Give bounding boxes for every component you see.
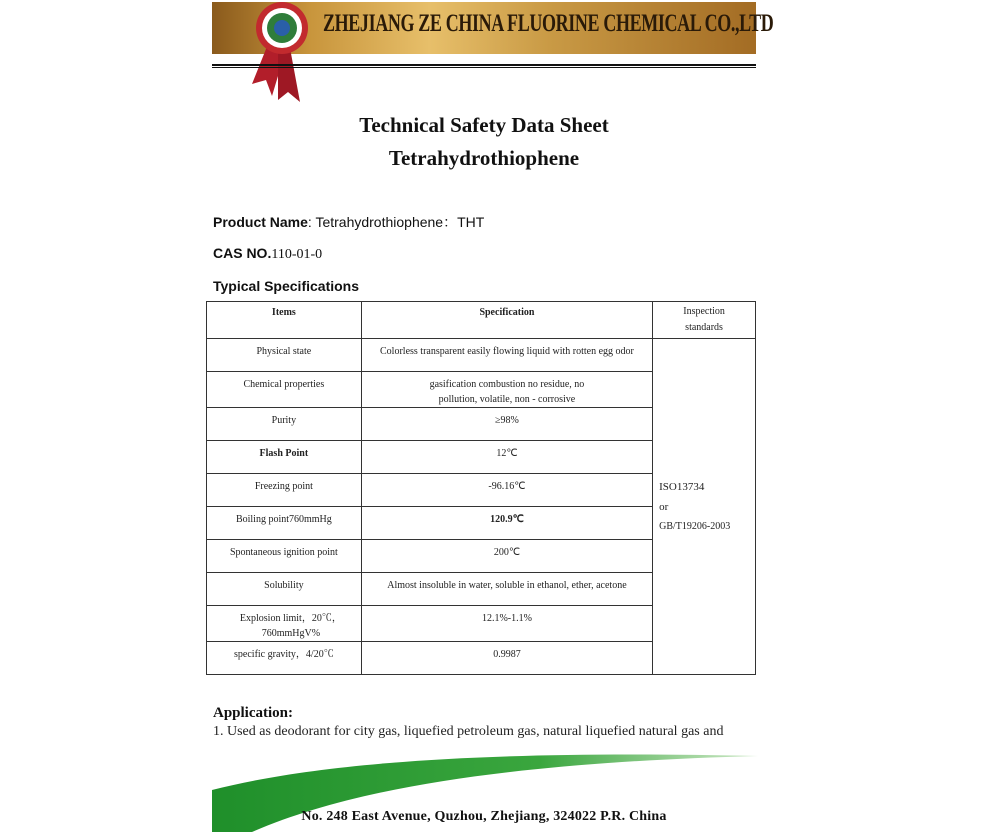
spec-cell: 200℃	[361, 540, 652, 573]
header-standards: Inspection standards	[653, 302, 756, 339]
item-cell: Chemical properties	[207, 372, 362, 408]
specifications-heading: Typical Specifications	[213, 278, 360, 294]
spec-cell: gasification combustion no residue, no pollution, volatile, non - corrosive	[361, 372, 652, 408]
company-logo-ribbon	[244, 0, 324, 106]
item-cell: Explosion limit，20℃，760mmHgV%	[207, 606, 362, 642]
header-specification: Specification	[361, 302, 652, 339]
standard-gb: GB/T19206-2003	[659, 521, 731, 532]
spec-cell: 12.1%-1.1%	[361, 606, 652, 642]
spec-cell: ≥98%	[361, 408, 652, 441]
table-row	[207, 339, 756, 372]
header-items: Items	[207, 302, 362, 339]
item-cell: Purity	[207, 408, 362, 441]
item-cell: Spontaneous ignition point	[207, 540, 362, 573]
item-cell: specific gravity，4/20℃	[207, 642, 362, 675]
application-heading: Application:	[213, 705, 294, 721]
standard-iso: ISO13734	[659, 481, 705, 493]
item-cell: Boiling point760mmHg	[207, 507, 362, 540]
product-name-label: Product Name	[213, 214, 308, 230]
document-subtitle: Tetrahydrothiophene	[388, 146, 580, 170]
footer-address: No. 248 East Avenue, Quzhou, Zhejiang, 324022 P.R. China	[301, 809, 667, 824]
item-cell: Flash Point	[207, 441, 362, 474]
spec-cell: -96.16℃	[361, 474, 652, 507]
standard-or: or	[659, 501, 669, 513]
spec-cell: 120.9℃	[361, 507, 652, 540]
item-cell: Solubility	[207, 573, 362, 606]
header-rule-thin	[212, 67, 756, 68]
table-header-row	[207, 302, 756, 339]
application-item: 1. Used as deodorant for city gas, liquefied petroleum gas, natural liquefied natural gas and	[213, 724, 724, 739]
spec-cell: Almost insoluble in water, soluble in ethanol, ether, acetone	[361, 573, 652, 606]
cas-label: CAS NO.	[213, 245, 272, 261]
item-cell: Physical state	[207, 339, 362, 372]
spec-cell: 0.9987	[361, 642, 652, 675]
spec-cell: Colorless transparent easily flowing liquid with rotten egg odor	[361, 339, 652, 372]
cas-number-field	[213, 245, 322, 263]
item-cell: Freezing point	[207, 474, 362, 507]
document-title: Technical Safety Data Sheet	[359, 113, 609, 137]
spec-cell: 12℃	[361, 441, 652, 474]
product-name-value: : Tetrahydrothiophene：THT	[307, 214, 485, 230]
cas-value: 110-01-0	[271, 247, 323, 262]
specifications-table	[206, 301, 756, 675]
inspection-standards-cell	[653, 339, 756, 675]
header-rule	[212, 64, 756, 66]
company-name: ZHEJIANG ZE CHINA FLUORINE CHEMICAL CO.,LTD	[323, 10, 774, 37]
product-name-field	[213, 212, 484, 232]
